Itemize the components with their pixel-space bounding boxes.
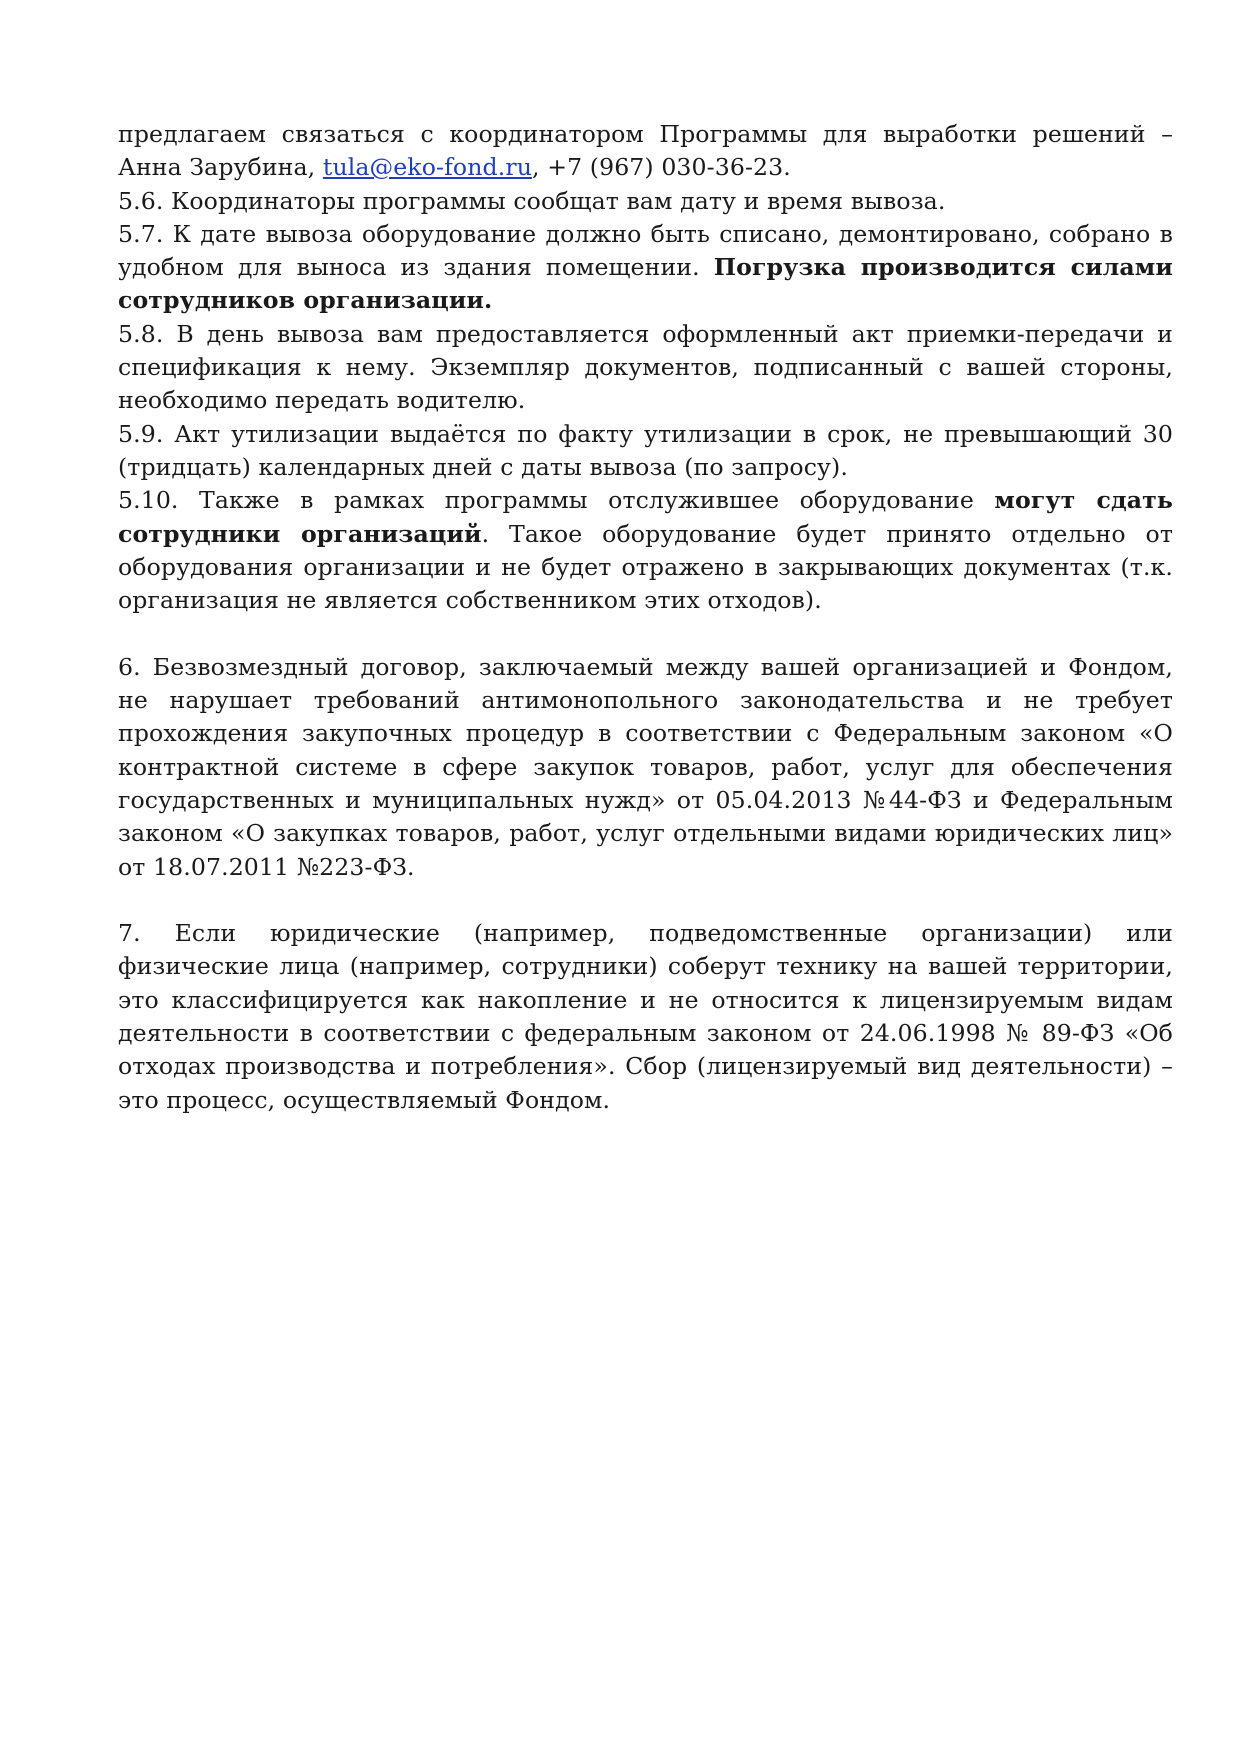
paragraph-5-10-text-1: 5.10. Также в рамках программы отслужившее оборудование <box>118 486 995 515</box>
email-link[interactable]: tula@eko-fond.ru <box>322 153 532 182</box>
paragraph-5-7-text: 5.7. К дате вывоза оборудование должно быть списано, демонтировано, собрано в удобном для выноса из здания помещении. <box>118 219 1173 282</box>
paragraph-contact <box>118 118 1173 185</box>
paragraph-5-10-text-2: . Такое оборудование будет принято отдельно от оборудования организации и не будет отражено в закрывающих документах (т.к. организация не является собственником этих отходов). <box>118 519 1173 615</box>
phone-text: , +7 (967) 030-36-23. <box>532 153 791 182</box>
paragraph-6: 6. Безвозмездный договор, заключаемый между вашей организацией и Фондом, не нарушает требований антимонопольного законодательства и не требует прохождения закупочных процедур в соответствии с Федеральным законом «О контрактной системе в сфере закупок товаров, работ, услуг для обеспечения государственных и муниципальных нужд» от 05.04.2013 №44-ФЗ и Федеральным законом «О закупках товаров, работ, услуг отдельными видами юридических лиц» от 18.07.2011 №223-ФЗ. <box>118 652 1173 881</box>
paragraph-5-8: 5.8. В день вывоза вам предоставляется оформленный акт приемки-передачи и спецификация к нему. Экземпляр документов, подписанный с вашей стороны, необходимо передать водителю. <box>118 319 1173 415</box>
paragraph-5-6: 5.6. Координаторы программы сообщат вам дату и время вывоза. <box>118 186 946 215</box>
paragraph-gap <box>118 617 1173 650</box>
paragraph-gap <box>118 884 1173 917</box>
paragraph-7: 7. Если юридические (например, подведомственные организации) или физические лица (например, сотрудники) соберут технику на вашей территории, это классифицируется как накопление и не относится к лицензируемым видам деятельности в соответствии с федеральным законом от 24.06.1998 № 89-ФЗ «Об отходах производства и потребления». Сбор (лицензируемый вид деятельности) – это процесс, осуществляемый Фондом. <box>118 919 1173 1114</box>
contact-text: предлагаем связаться с координатором Программы для выработки решений – Анна Зарубина, <box>118 120 1173 182</box>
paragraph-5-10-bold: могут сдать сотрудники организаций <box>118 486 1173 548</box>
paragraph-5-9: 5.9. Акт утилизации выдаётся по факту утилизации в срок, не превышающий 30 (тридцать) календарных дней с даты вывоза (по запросу). <box>118 419 1173 481</box>
paragraph-5-7 <box>118 218 1173 318</box>
document-page <box>118 118 1173 1117</box>
paragraph-5-7-bold: Погрузка производится силами сотрудников организации. <box>118 253 1173 315</box>
paragraph-5-10 <box>118 484 1173 617</box>
